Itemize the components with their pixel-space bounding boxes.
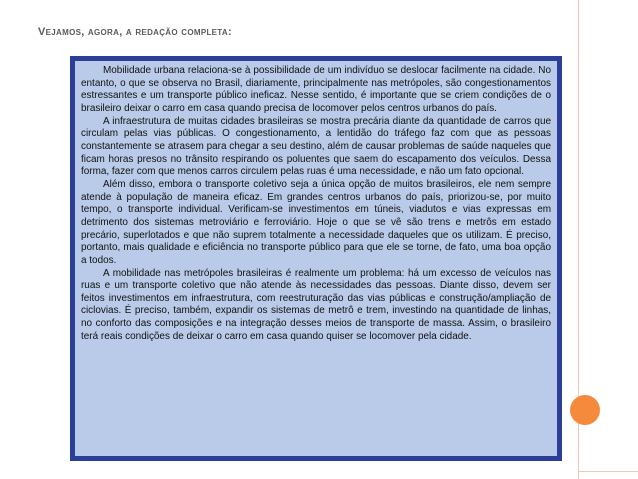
essay-paragraph: Além disso, embora o transporte coletivo seja a única opção de muitos brasileiros, ele nem sempre atende à população de maneira eficaz. Em grandes centros urbanos do país, priorizou-se, por muito tempo, o transporte individual. Verificam-se investimentos em túneis, viadutos e vias expressas em detrimento dos sistemas metroviário e ferroviário. Hoje o que se vê são trens e metrôs em estado precário, superlotados e que não suprem totalmente a necessidade daqueles que os utilizam. É preciso, portanto, mais qualidade e eficiência no transporte público para que ele se torne, de fato, uma boa opção a todos. [81,178,551,266]
essay-paragraph: A infraestrutura de muitas cidades brasileiras se mostra precária diante da quantidade de carros que circulam pelas vias públicas. O congestionamento, a lentidão do tráfego faz com que as pessoas constantemente se atrasem para chegar a seu destino, além de causar problemas de saúde naqueles que ficam horas presos no trânsito respirando os poluentes que saem do escapamento dos veículos. Dessa forma, fazer com que menos carros circulem pelas ruas é uma necessidade, e não um fato opcional. [81,115,551,178]
essay-text [81,65,551,343]
essay-image-frame [70,56,562,461]
accent-circle [570,395,600,425]
essay-paragraph: A mobilidade nas metrópoles brasileiras é realmente um problema: há um excesso de veículos nas ruas e um transporte coletivo que não atende às necessidades das pessoas. Diante disso, devem ser feitos investimentos em infraestrutura, com reestruturação das vias públicas e construção/ampliação de ciclovias. É preciso, também, expandir os sistemas de metrô e trem, investindo na quantidade de linhas, no conforto das composições e na integração desses meios de transporte de massa. Assim, o brasileiro terá reais condições de deixar o carro em casa quando quiser se locomover pela cidade. [81,267,551,342]
essay-paragraph: Mobilidade urbana relaciona-se à possibilidade de um indivíduo se deslocar facilmente na cidade. No entanto, o que se observa no Brasil, diariamente, principalmente nas metrópoles, são congestionamentos estressantes e um transporte público ineficaz. Nesse sentido, é importante que se criem condições de o brasileiro deixar o carro em casa quando precisa de locomover pelos centros urbanos do país. [81,65,551,114]
slide-title: Vejamos, agora, a redação completa: [38,26,232,38]
bottom-divider-line [578,471,638,472]
